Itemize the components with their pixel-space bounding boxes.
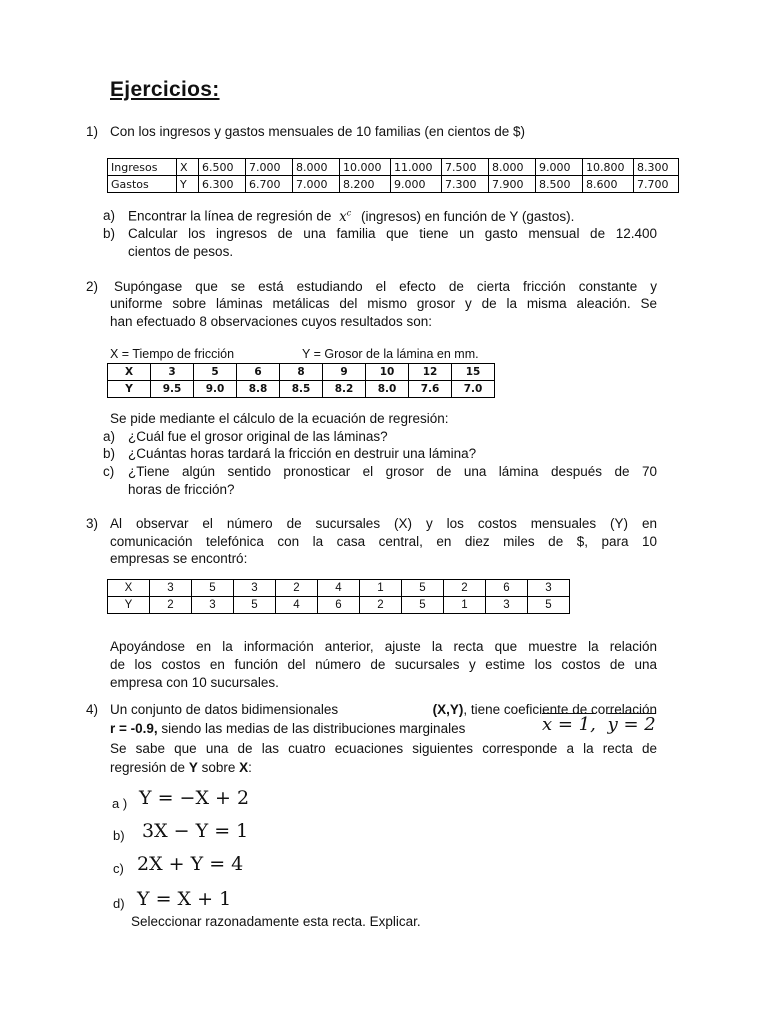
ex4-x-bold: X	[239, 760, 249, 775]
ex2-a-text: ¿Cuál fue el grosor original de las láminas?	[128, 429, 388, 444]
ex1-a-symbol	[339, 209, 351, 225]
ex4-y-bold: Y	[188, 760, 198, 775]
ex1-a-text	[128, 208, 574, 225]
ex3-table-row	[108, 580, 570, 597]
ex2-b-label: b)	[103, 446, 116, 461]
ex3-table-cell: 2	[276, 580, 318, 597]
ex2-b-text: ¿Cuántas horas tardará la fricción en destruir una lámina?	[128, 446, 477, 461]
ex3-p-line3: empresa con 10 sucursales.	[110, 675, 279, 690]
ex4-option-b-label: b)	[113, 828, 125, 843]
ex2-table-cell: 7.6	[409, 381, 452, 398]
ex3-table-cell: 4	[318, 580, 360, 597]
ex2-table-cell: 15	[452, 364, 495, 381]
ex1-table-cell: 8.500	[536, 176, 583, 193]
ex1-table-cell: X	[177, 159, 199, 176]
ex1-table-cell: Ingresos	[108, 159, 177, 176]
ex2-table-cell: 7.0	[452, 381, 495, 398]
ex3-number: 3)	[86, 516, 99, 531]
ex1-table-row	[108, 176, 679, 193]
ex4-option-c-equation: 2X + Y = 4	[137, 853, 244, 875]
ex2-c-label: c)	[103, 464, 115, 479]
ex3-table-cell: 5	[192, 580, 234, 597]
ex1-table-row	[108, 159, 679, 176]
ex2-table-cell: 8.8	[237, 381, 280, 398]
ex3-table-row	[108, 597, 570, 614]
ex2-table-row	[108, 381, 495, 398]
ex3-table-cell: 6	[486, 580, 528, 597]
ex3-table-cell: 5	[528, 597, 570, 614]
ex3-table-cell: 2	[360, 597, 402, 614]
ex2-line2: uniforme sobre láminas metálicas del mismo grosor y de la misma aleación. Se	[110, 296, 657, 311]
ex1-b-label: b)	[103, 226, 116, 241]
ex4-option-d-label: d)	[113, 896, 125, 911]
ex2-table-cell: 3	[151, 364, 194, 381]
ex4-means	[542, 714, 656, 735]
ex2-line1: Supóngase que se está estudiando el efecto de cierta fricción constante y	[114, 279, 657, 294]
ex2-table-cell: 9.5	[151, 381, 194, 398]
ex2-table-cell: 9	[323, 364, 366, 381]
ex1-table-cell: 6.700	[246, 176, 293, 193]
ex2-table-cell: 8.2	[323, 381, 366, 398]
ex2-table-cell: 12	[409, 364, 452, 381]
ex3-table-cell: 3	[234, 580, 276, 597]
ex1-table-cell: 7.700	[634, 176, 679, 193]
ex2-data-table	[107, 363, 495, 398]
ex4-line2	[110, 721, 465, 736]
ex3-table-cell: 1	[360, 580, 402, 597]
ex4-line4-part1: regresión de	[110, 760, 186, 775]
ex4-option-a-label: a )	[112, 796, 128, 811]
ex1-table-cell: 10.000	[340, 159, 391, 176]
ex2-table-cell: 8.5	[280, 381, 323, 398]
ex3-table-cell: 3	[192, 597, 234, 614]
ex1-table-cell: 10.800	[583, 159, 634, 176]
ex3-table-cell: X	[108, 580, 150, 597]
ex2-line3: han efectuado 8 observaciones cuyos resultados son:	[110, 314, 432, 329]
ex3-table-cell: 5	[234, 597, 276, 614]
ex2-table-cell: Y	[108, 381, 151, 398]
ex2-c-line2: horas de fricción?	[128, 482, 235, 497]
ex1-table-cell: 7.500	[442, 159, 489, 176]
ex4-line3: Se sabe que una de las cuatro ecuaciones siguientes corresponde a la recta de	[110, 741, 657, 756]
ex4-mean-y: y = 2	[607, 714, 656, 735]
ex1-b-line1: Calcular los ingresos de una familia que tiene un gasto mensual de 12.400	[128, 226, 657, 241]
ex3-table-cell: 3	[150, 580, 192, 597]
ex4-line1-part1: Un conjunto de datos bidimensionales	[110, 702, 339, 717]
ex4-option-b-equation: 3X − Y = 1	[142, 820, 249, 842]
ex1-table-cell: Y	[177, 176, 199, 193]
ex2-a-label: a)	[103, 429, 116, 444]
ex4-option-c-label: c)	[113, 861, 124, 876]
ex4-line4-part3: sobre	[201, 760, 236, 775]
ex4-line4	[110, 760, 252, 775]
ex4-line1-part3: , tiene coeficiente de correlación	[463, 702, 657, 717]
ex4-closing: Seleccionar razonadamente esta recta. Explicar.	[131, 914, 421, 929]
ex3-p-line2: de los costos en función del número de sucursales y estime los costos de una	[110, 657, 657, 672]
ex3-table-cell: 1	[444, 597, 486, 614]
ex1-statement: Con los ingresos y gastos mensuales de 10 familias (en cientos de $)	[110, 124, 525, 139]
ex2-table-cell: 8.0	[366, 381, 409, 398]
ex2-table-cell: 9.0	[194, 381, 237, 398]
ex2-table-cell: 6	[237, 364, 280, 381]
ex4-option-d-equation: Y = X + 1	[137, 888, 232, 910]
ex1-a-text-part2: (ingresos) en función de Y (gastos).	[361, 208, 575, 224]
ex1-table-cell: 8.600	[583, 176, 634, 193]
ex1-a-symbol-sup: c	[346, 208, 352, 217]
ex1-table-cell: 8.000	[489, 159, 536, 176]
ex1-data-table	[107, 158, 679, 193]
ex1-table-cell: 9.000	[536, 159, 583, 176]
ex1-table-cell: 7.000	[293, 176, 340, 193]
ex4-line4-colon: :	[248, 760, 252, 775]
ex2-table-cell: 5	[194, 364, 237, 381]
ex1-a-symbol-x: x	[339, 208, 347, 225]
ex3-line3: empresas se encontró:	[110, 551, 248, 566]
ex1-table-cell: 9.000	[391, 176, 442, 193]
ex4-r-value: r = -0.9,	[110, 721, 158, 736]
ex3-table-cell: 5	[402, 580, 444, 597]
ex3-line1: Al observar el número de sucursales (X) y los costos mensuales (Y) en	[110, 516, 657, 531]
ex2-intro: Se pide mediante el cálculo de la ecuación de regresión:	[110, 411, 449, 426]
ex1-table-cell: 7.000	[246, 159, 293, 176]
ex4-xy-bold: (X,Y)	[432, 702, 464, 717]
ex4-number: 4)	[86, 702, 99, 717]
ex4-option-a-equation: Y = −X + 2	[139, 787, 250, 809]
ex2-c-line1: ¿Tiene algún sentido pronosticar el grosor de una lámina después de 70	[128, 464, 657, 479]
ex1-table-cell: 8.200	[340, 176, 391, 193]
ex2-legend-x: X = Tiempo de fricción	[110, 347, 235, 361]
ex1-number: 1)	[86, 124, 99, 139]
ex1-table-cell: 8.000	[293, 159, 340, 176]
ex4-line2-part2: siendo las medias de las distribuciones marginales	[161, 721, 466, 736]
ex3-data-table	[107, 579, 570, 614]
ex1-b-line2: cientos de pesos.	[128, 244, 234, 259]
ex4-mean-x: x = 1,	[542, 714, 596, 735]
ex1-table-cell: 7.300	[442, 176, 489, 193]
ex1-a-label: a)	[103, 208, 116, 223]
ex1-table-cell: Gastos	[108, 176, 177, 193]
ex3-table-cell: 5	[402, 597, 444, 614]
ex2-table-cell: 10	[366, 364, 409, 381]
ex3-p-line1: Apoyándose en la información anterior, ajuste la recta que muestre la relación	[110, 639, 657, 654]
page-title: Ejercicios:	[110, 78, 220, 101]
ex1-table-cell: 6.500	[199, 159, 246, 176]
ex2-table-row	[108, 364, 495, 381]
ex3-table-cell: Y	[108, 597, 150, 614]
ex2-legend-y: Y = Grosor de la lámina en mm.	[302, 347, 479, 361]
ex3-table-cell: 2	[444, 580, 486, 597]
ex3-table-cell: 2	[150, 597, 192, 614]
ex2-number: 2)	[86, 279, 99, 294]
ex1-table-cell: 11.000	[391, 159, 442, 176]
ex1-table-cell: 7.900	[489, 176, 536, 193]
ex2-table-cell: X	[108, 364, 151, 381]
ex3-line2: comunicación telefónica con la casa central, en diez miles de $, para 10	[110, 534, 657, 549]
ex1-table-cell: 6.300	[199, 176, 246, 193]
ex3-table-cell: 3	[528, 580, 570, 597]
ex1-table-cell: 8.300	[634, 159, 679, 176]
ex3-table-cell: 6	[318, 597, 360, 614]
ex3-table-cell: 3	[486, 597, 528, 614]
ex2-table-cell: 8	[280, 364, 323, 381]
ex3-table-cell: 4	[276, 597, 318, 614]
ex1-a-text-part1: Encontrar la línea de regresión de	[128, 208, 332, 224]
